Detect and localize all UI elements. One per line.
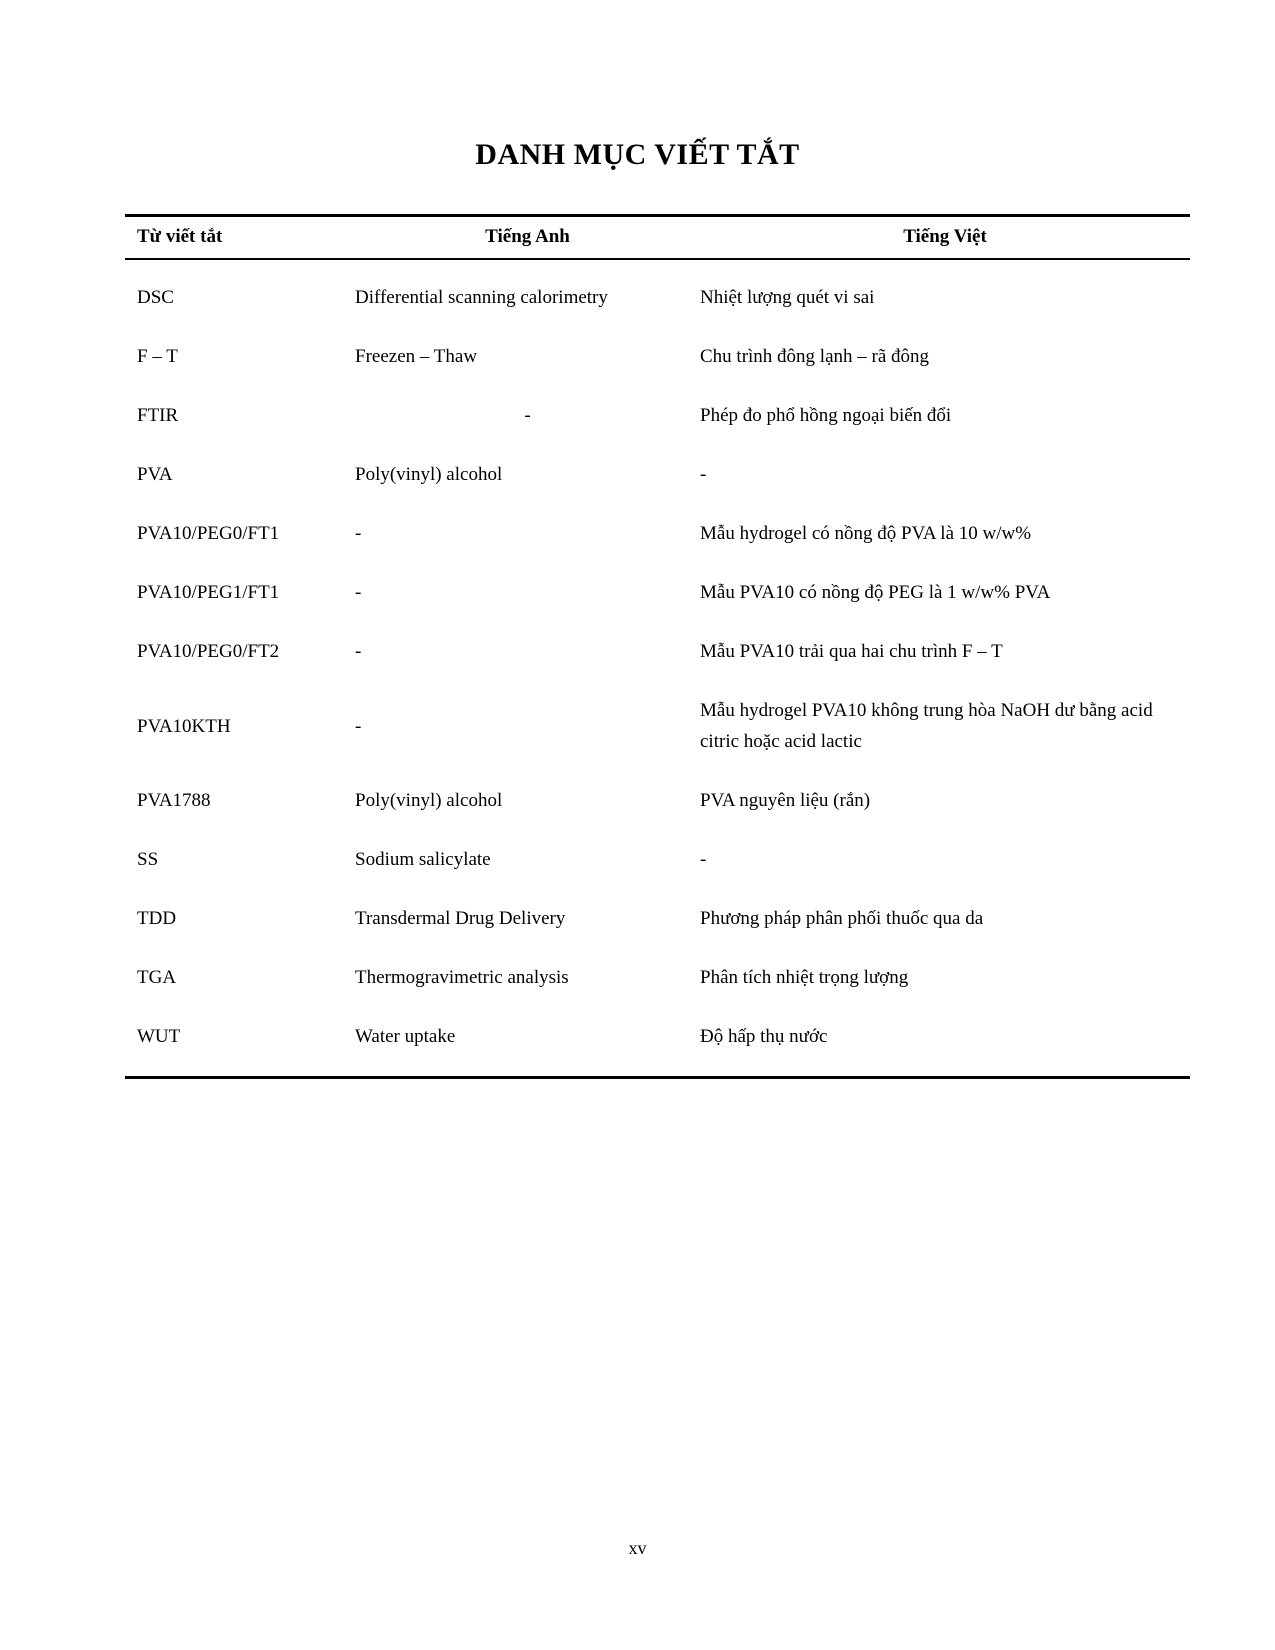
english-cell: - <box>355 641 362 662</box>
vietnamese-cell: Phép đo phổ hồng ngoại biến đổi <box>700 405 952 426</box>
abbr-cell: PVA10/PEG0/FT1 <box>137 523 280 544</box>
abbr-cell: PVA10KTH <box>137 715 231 737</box>
english-cell: - <box>355 523 362 544</box>
abbr-cell: SS <box>137 849 159 870</box>
abbr-cell: DSC <box>137 287 174 308</box>
table-row <box>125 327 1190 386</box>
header-vietnamese: Tiếng Việt <box>903 226 987 247</box>
english-cell: - <box>355 582 362 603</box>
table-row <box>125 771 1190 830</box>
abbr-cell: F – T <box>137 346 178 367</box>
abbr-cell: PVA <box>137 464 173 485</box>
vietnamese-cell: Phân tích nhiệt trọng lượng <box>700 967 909 988</box>
table-row <box>125 622 1190 681</box>
table-row <box>125 445 1190 504</box>
table-row <box>125 681 1190 771</box>
header-english: Tiếng Anh <box>485 226 570 247</box>
english-cell: Freezen – Thaw <box>355 346 478 367</box>
english-cell: Poly(vinyl) alcohol <box>355 464 503 485</box>
abbreviations-table <box>125 214 1190 1079</box>
vietnamese-cell: Mẫu hydrogel PVA10 không trung hòa NaOH dư bằng acid citric hoặc acid lactic <box>700 700 1153 752</box>
table-row <box>125 889 1190 948</box>
abbr-cell: TGA <box>137 967 177 988</box>
table-row <box>125 504 1190 563</box>
vietnamese-cell: - <box>700 464 707 485</box>
vietnamese-cell: Mẫu PVA10 trải qua hai chu trình F – T <box>700 641 1003 662</box>
table-row <box>125 563 1190 622</box>
vietnamese-cell: Mẫu hydrogel có nồng độ PVA là 10 w/w% <box>700 523 1032 544</box>
abbr-cell: PVA10/PEG0/FT2 <box>137 641 280 662</box>
english-cell: Differential scanning calorimetry <box>355 287 608 308</box>
table-header-row <box>125 217 1190 260</box>
vietnamese-cell: PVA nguyên liệu (rắn) <box>700 790 871 811</box>
table-row <box>125 830 1190 889</box>
english-cell: Water uptake <box>355 1026 456 1047</box>
english-cell: Thermogravimetric analysis <box>355 967 569 988</box>
table-row <box>125 948 1190 1007</box>
vietnamese-cell: Mẫu PVA10 có nồng độ PEG là 1 w/w% PVA <box>700 582 1051 603</box>
vietnamese-cell: Chu trình đông lạnh – rã đông <box>700 346 930 367</box>
abbr-cell: TDD <box>137 908 177 929</box>
abbr-cell: PVA10/PEG1/FT1 <box>137 582 280 603</box>
page-title: DANH MỤC VIẾT TẮT <box>475 138 800 171</box>
vietnamese-cell: - <box>700 849 707 870</box>
english-cell: Poly(vinyl) alcohol <box>355 790 503 811</box>
abbr-cell: FTIR <box>137 405 179 426</box>
vietnamese-cell: Độ hấp thụ nước <box>700 1026 828 1047</box>
table-row <box>125 1007 1190 1076</box>
abbr-cell: WUT <box>137 1026 181 1047</box>
vietnamese-cell: Phương pháp phân phối thuốc qua da <box>700 908 984 929</box>
vietnamese-cell: Nhiệt lượng quét vi sai <box>700 287 875 308</box>
english-cell: Transdermal Drug Delivery <box>355 908 566 929</box>
english-cell: Sodium salicylate <box>355 849 491 870</box>
table-row <box>125 260 1190 327</box>
english-cell: - <box>355 715 362 737</box>
abbr-cell: PVA1788 <box>137 790 211 811</box>
header-abbreviation: Từ viết tắt <box>137 226 223 247</box>
page-number: xv <box>628 1538 647 1558</box>
english-cell: - <box>524 405 531 426</box>
table-row <box>125 386 1190 445</box>
